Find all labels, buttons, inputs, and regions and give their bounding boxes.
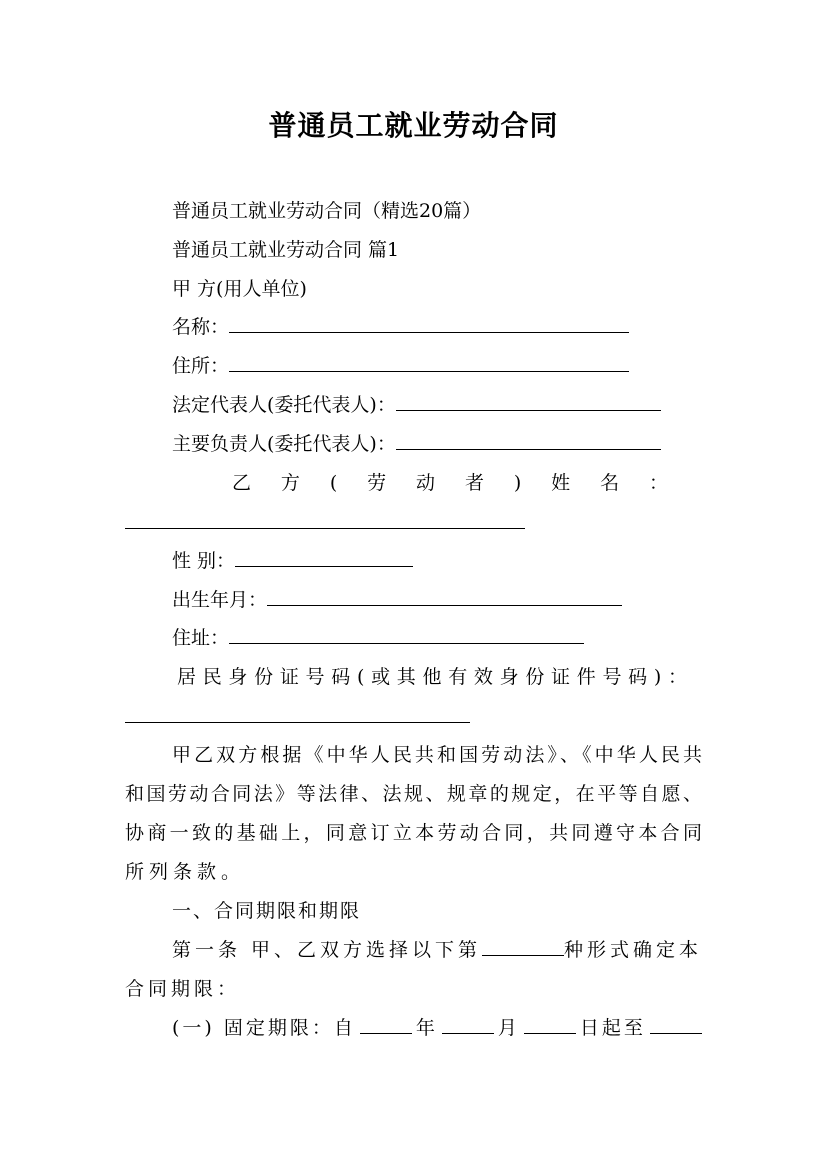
article-1-continued: 合同期限： <box>125 978 241 1000</box>
birth-date-field <box>172 587 622 613</box>
chapter-heading: 一、合同期限和期限 <box>172 900 362 922</box>
subtitle: 普通员工就业劳动合同（精选20篇） <box>172 200 482 222</box>
day-label: 日起至 <box>579 1017 646 1039</box>
blank-line <box>125 510 525 529</box>
blank-line <box>229 314 629 333</box>
blank-line <box>396 392 661 411</box>
blank-line <box>229 353 629 372</box>
principal-field <box>172 431 661 457</box>
blank-line <box>524 1015 576 1034</box>
party-a-label: 甲 方(用人单位) <box>172 278 307 300</box>
fixed-term-line <box>172 1015 702 1041</box>
paragraph-line: 甲乙双方根据《中华人民共和国劳动法》、《中华人民共 <box>172 744 702 766</box>
legal-rep-field <box>172 392 661 418</box>
blank-line <box>650 1015 702 1034</box>
blank-line <box>396 431 661 450</box>
field-label: 住所： <box>172 355 230 377</box>
field-label: 住址： <box>172 627 230 649</box>
blank-line <box>267 587 622 606</box>
party-a-name-field <box>172 314 629 340</box>
year-label: 年 <box>415 1017 438 1039</box>
blank-line <box>125 704 470 723</box>
term-text: (一) 固定期限：自 <box>172 1017 356 1039</box>
article-text: 第一条 甲、乙双方选择以下第 <box>172 939 482 961</box>
paragraph-line: 所列条款。 <box>125 861 246 883</box>
party-b-name-label: 乙方(劳动者)姓名： <box>232 472 688 494</box>
field-label: 主要负责人(委托代表人)： <box>172 433 396 455</box>
field-label: 出生年月： <box>172 589 268 611</box>
blank-line <box>442 1015 494 1034</box>
paragraph-line: 协商一致的基础上，同意订立本劳动合同，共同遵守本合同 <box>125 822 702 844</box>
field-label: 性 别： <box>172 550 236 572</box>
blank-line <box>482 937 564 956</box>
field-label: 法定代表人(委托代表人)： <box>172 394 396 416</box>
gender-field <box>172 548 413 574</box>
article-1-line <box>172 937 702 963</box>
section-heading: 普通员工就业劳动合同 篇1 <box>172 239 400 261</box>
document-title: 普通员工就业劳动合同 <box>268 109 559 142</box>
blank-line <box>360 1015 412 1034</box>
blank-line <box>235 548 413 567</box>
article-text: 种形式确定本 <box>563 939 702 961</box>
field-label: 名称： <box>172 316 230 338</box>
party-b-address-field <box>172 625 584 651</box>
paragraph-line: 和国劳动合同法》等法律、法规、规章的规定，在平等自愿、 <box>125 783 702 805</box>
party-a-address-field <box>172 353 629 379</box>
blank-line <box>229 625 584 644</box>
id-number-label: 居民身份证号码(或其他有效身份证件号码)： <box>177 666 690 688</box>
month-label: 月 <box>497 1017 520 1039</box>
